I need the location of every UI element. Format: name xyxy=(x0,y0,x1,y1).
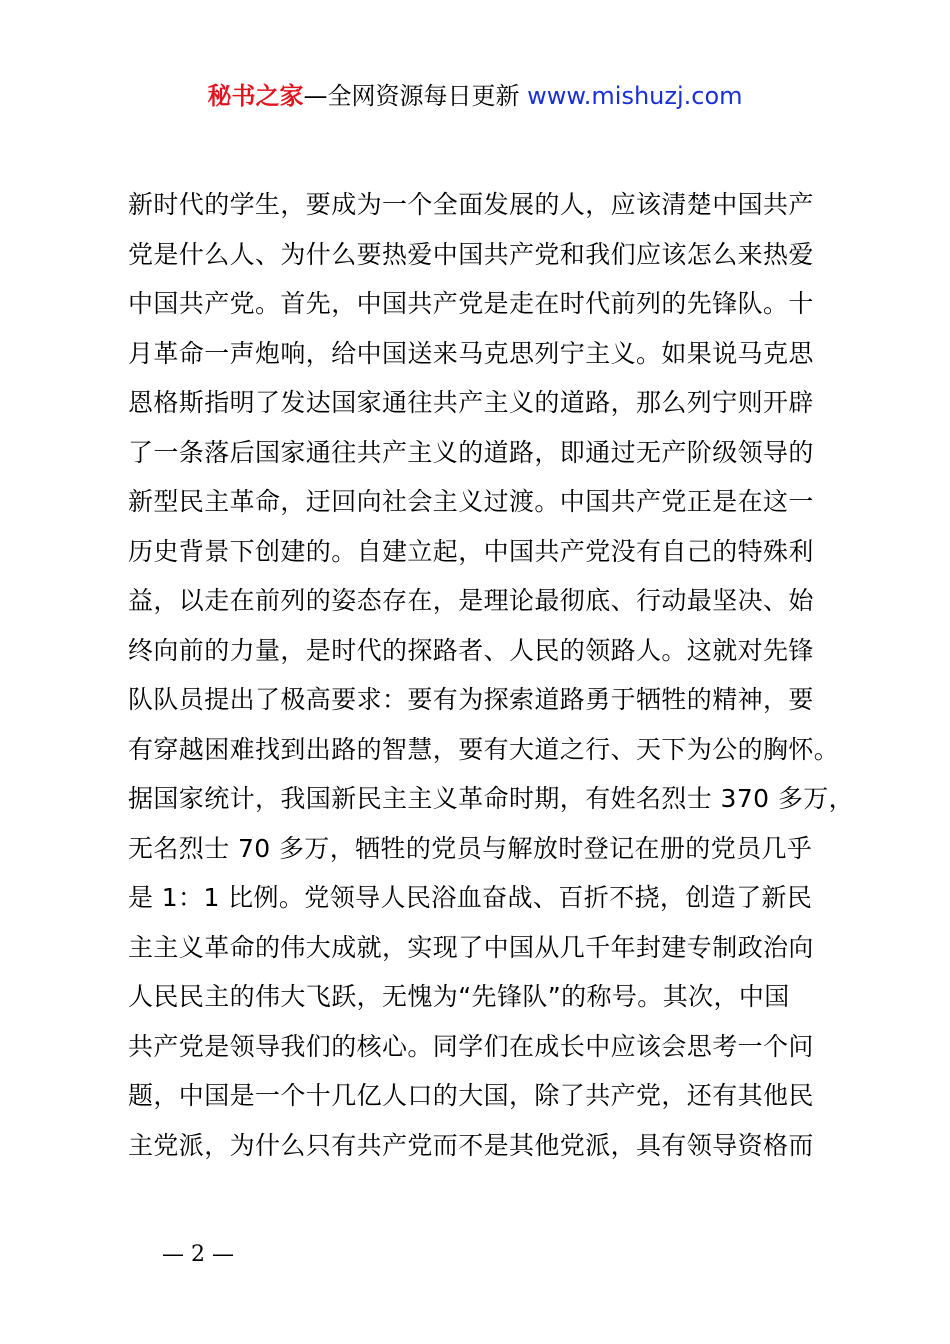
text-line: 新型民主革命，迂回向社会主义过渡。中国共产党正是在这一 xyxy=(128,487,814,516)
brand-name: 秘书之家 xyxy=(207,82,304,110)
text-line: 主党派，为什么只有共产党而不是其他党派，具有领导资格而 xyxy=(128,1130,814,1160)
text-line: 有穿越困难找到出路的智慧，要有大道之行、天下为公的胸怀。 xyxy=(128,734,840,764)
text-line: 无名烈士 70 多万，牺牲的党员与解放时登记在册的党员几乎 xyxy=(128,833,813,863)
site-header xyxy=(0,80,950,112)
header-slogan: —全网资源每日更新 xyxy=(303,82,528,110)
text-line: 共产党是领导我们的核心。同学们在成长中应该会思考一个问 xyxy=(128,1031,814,1061)
text-line: 恩格斯指明了发达国家通往共产主义的道路，那么列宁则开辟 xyxy=(128,388,814,417)
text-line: 是 1：1 比例。党领导人民浴血奋战、百折不挠，创造了新民 xyxy=(128,883,813,912)
text-line: 人民民主的伟大飞跃，无愧为“先锋队”的称号。其次，中国 xyxy=(128,982,790,1011)
text-line: 队队员提出了极高要求：要有为探索道路勇于牺牲的精神，要 xyxy=(128,685,814,714)
text-line: 主主义革命的伟大成就，实现了中国从几千年封建专制政治向 xyxy=(128,932,814,962)
document-body xyxy=(128,180,855,1170)
text-line: 了一条落后国家通往共产主义的道路，即通过无产阶级领导的 xyxy=(128,437,814,467)
page-number: — 2 — xyxy=(162,1242,234,1267)
site-url-link[interactable]: www.mishuzj.com xyxy=(527,82,743,110)
text-line: 党是什么人、为什么要热爱中国共产党和我们应该怎么来热爱 xyxy=(128,239,814,269)
text-line: 终向前的力量，是时代的探路者、人民的领路人。这就对先锋 xyxy=(128,635,814,665)
text-line: 中国共产党。首先，中国共产党是走在时代前列的先锋队。十 xyxy=(128,289,814,318)
text-line: 益，以走在前列的姿态存在，是理论最彻底、行动最坚决、始 xyxy=(128,586,814,615)
text-line: 月革命一声炮响，给中国送来马克思列宁主义。如果说马克思 xyxy=(128,338,814,368)
text-line: 题，中国是一个十几亿人口的大国，除了共产党，还有其他民 xyxy=(128,1081,814,1110)
text-line: 新时代的学生，要成为一个全面发展的人，应该清楚中国共产 xyxy=(128,190,814,219)
text-line: 历史背景下创建的。自建立起，中国共产党没有自己的特殊利 xyxy=(128,536,814,566)
text-line: 据国家统计，我国新民主主义革命时期，有姓名烈士 370 多万， xyxy=(128,784,855,813)
